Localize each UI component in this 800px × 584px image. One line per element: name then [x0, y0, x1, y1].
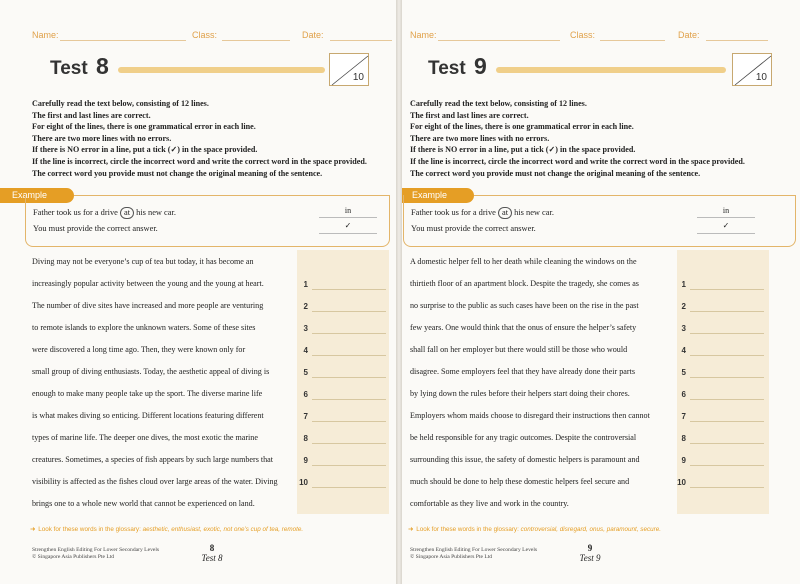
glossary-hint	[408, 526, 661, 533]
example-answer-line	[319, 233, 377, 234]
instruction-line: If there is NO error in a line, put a tick (✓) in the space provided.	[410, 145, 636, 155]
answer-field[interactable]	[690, 443, 764, 444]
answer-field[interactable]	[690, 377, 764, 378]
answer-field[interactable]	[312, 443, 386, 444]
line-number: 8	[681, 434, 686, 443]
text-line: comfortable as they live and work in the country.	[410, 499, 569, 508]
example-answer-correction: in	[344, 206, 352, 215]
line-number: 4	[681, 346, 686, 355]
text-line: were discovered a long time ago. Then, they were known only for	[32, 345, 246, 354]
instruction-line: There are two more lines with no errors.	[32, 133, 172, 143]
example-box	[25, 195, 390, 247]
text-line: Employers whom maids choose to disregard their instructions then cannot	[410, 411, 650, 420]
class-field[interactable]	[600, 40, 665, 41]
text-line: much should be done to help these domestic helpers feel secure and	[410, 477, 630, 486]
line-number: 5	[303, 368, 308, 377]
text-line: few years. One would think that the onus of ensure the helper’s safety	[410, 323, 637, 332]
answer-field[interactable]	[312, 421, 386, 422]
line-number: 6	[303, 390, 308, 399]
class-label: Class:	[192, 30, 218, 40]
page-number-block	[570, 543, 610, 563]
text-line: to remote islands to explore the unknown waters. Some of these sites	[32, 323, 256, 332]
example-tab: Example	[400, 188, 474, 203]
example-circled-word: at	[120, 207, 134, 219]
example-answer-line	[697, 233, 755, 234]
text-line: is what makes diving so enticing. Different locations featuring different	[32, 411, 264, 420]
line-number: 1	[681, 280, 686, 289]
instruction-line: Carefully read the text below, consisting of 12 lines.	[32, 99, 209, 108]
example-tab: Example	[0, 188, 74, 203]
answer-field[interactable]	[312, 465, 386, 466]
instruction-line: The first and last lines are correct.	[32, 110, 151, 120]
test-title	[420, 53, 780, 90]
example-text-before: Father took us for a drive	[411, 208, 496, 217]
test-number: 8	[96, 53, 109, 79]
glossary-hint	[30, 526, 303, 533]
name-field[interactable]	[438, 40, 560, 41]
score-box[interactable]	[329, 53, 369, 86]
answer-field[interactable]	[690, 289, 764, 290]
text-line: no surprise to the public as such cases have been on the rise in the past	[410, 301, 639, 310]
page-number: 8	[209, 543, 215, 553]
instruction-line: If the line is incorrect, circle the incorrect word and write the correct word in the space provided.	[410, 156, 745, 166]
answer-field[interactable]	[690, 487, 764, 488]
answer-field[interactable]	[312, 355, 386, 356]
right-page	[400, 0, 800, 584]
glossary-prefix: Look for these words in the glossary:	[38, 526, 141, 533]
example-text-before: Father took us for a drive	[33, 208, 118, 217]
example-divider	[474, 195, 796, 196]
instruction-line: There are two more lines with no errors.	[410, 133, 550, 143]
instruction-line: The correct word you provide must not change the original meaning of the sentence.	[410, 168, 701, 178]
example-text-after: his new car.	[514, 208, 554, 217]
text-line: visibility is affected as the fishes cloud over large areas of the water. Diving	[32, 477, 278, 486]
test-title	[42, 53, 377, 90]
example-note: You must provide the correct answer.	[33, 224, 158, 233]
instructions	[32, 98, 367, 179]
date-field[interactable]	[706, 40, 768, 41]
glossary-words: controversial, disregard, onus, paramount, secure.	[520, 526, 661, 533]
answer-field[interactable]	[312, 487, 386, 488]
title-decoration-bar	[496, 67, 726, 73]
line-number: 9	[681, 456, 686, 465]
score-max: 10	[352, 72, 364, 83]
text-line: disagree. Some employers feel that they have already done their parts	[410, 367, 635, 376]
score-slash-icon	[330, 54, 370, 87]
line-number: 4	[303, 346, 308, 355]
line-number: 7	[303, 412, 308, 421]
example-answer-line	[697, 217, 755, 218]
line-number: 9	[303, 456, 308, 465]
footer-publisher: © Singapore Asia Publishers Pte Ltd	[410, 554, 493, 560]
score-max: 10	[755, 72, 767, 83]
footer-credits	[410, 547, 537, 561]
text-line: thirtieth floor of an apartment block. Despite the tragedy, she comes as	[410, 279, 639, 288]
line-number: 10	[299, 478, 308, 487]
instruction-line: If the line is incorrect, circle the incorrect word and write the correct word in the space provided.	[32, 156, 367, 166]
test-title-word: Test	[50, 58, 88, 79]
glossary-words: aesthetic, enthusiast, exotic, not one’s cup of tea, remote.	[142, 526, 304, 533]
example-answer-line	[319, 217, 377, 218]
book-gutter	[396, 0, 402, 584]
score-box[interactable]	[732, 53, 772, 86]
instruction-line: If there is NO error in a line, put a tick (✓) in the space provided.	[32, 145, 258, 155]
answer-field[interactable]	[312, 333, 386, 334]
text-line: Diving may not be everyone’s cup of tea but today, it has become an	[32, 257, 254, 266]
instruction-line: The correct word you provide must not change the original meaning of the sentence.	[32, 168, 323, 178]
line-number: 3	[303, 324, 308, 333]
line-number: 1	[303, 280, 308, 289]
text-line: increasingly popular activity between the young and the young at heart.	[32, 279, 264, 288]
score-slash-icon	[733, 54, 773, 87]
line-number: 3	[681, 324, 686, 333]
text-line: A domestic helper fell to her death while cleaning the windows on the	[410, 257, 637, 266]
text-line: small group of diving enthusiasts. Today, the aesthetic appeal of diving is	[32, 367, 270, 376]
footer-publisher: © Singapore Asia Publishers Pte Ltd	[32, 554, 115, 560]
answer-field[interactable]	[690, 355, 764, 356]
text-line: shall fall on her employer but there would still be those who would	[410, 345, 628, 354]
test-title-word: Test	[428, 58, 466, 79]
answer-field[interactable]	[312, 377, 386, 378]
student-info-header	[400, 30, 800, 44]
answer-field[interactable]	[690, 311, 764, 312]
instruction-line: The first and last lines are correct.	[410, 110, 529, 120]
example-divider	[74, 195, 390, 196]
instruction-line: For eight of the lines, there is one grammatical error in each line.	[410, 122, 634, 132]
example-note: You must provide the correct answer.	[411, 224, 536, 233]
example-answer-tick: ✓	[722, 221, 730, 230]
instruction-line: For eight of the lines, there is one grammatical error in each line.	[32, 122, 256, 132]
class-field[interactable]	[222, 40, 290, 41]
text-line: creatures. Sometimes, a species of fish appears by such large numbers that	[32, 455, 274, 464]
example-answer-correction: in	[722, 206, 730, 215]
page-number-block	[192, 543, 232, 563]
example-circled-word: at	[498, 207, 512, 219]
name-field[interactable]	[60, 40, 186, 41]
date-label: Date:	[678, 30, 700, 40]
footer-book-title: Strengthen English Editing For Lower Secondary Levels	[410, 547, 538, 553]
answer-field[interactable]	[312, 289, 386, 290]
instructions	[410, 98, 745, 179]
answer-field[interactable]	[690, 465, 764, 466]
example-text-after: his new car.	[136, 208, 176, 217]
answer-field[interactable]	[312, 399, 386, 400]
glossary-prefix: Look for these words in the glossary:	[416, 526, 519, 533]
page-test-label: Test 8	[201, 553, 223, 563]
text-line: be held responsible for any tragic outcomes. Despite the controversial	[410, 433, 637, 442]
footer-credits	[32, 547, 159, 561]
page-number: 9	[587, 543, 593, 553]
answer-field[interactable]	[690, 333, 764, 334]
class-label: Class:	[570, 30, 596, 40]
line-number: 8	[303, 434, 308, 443]
line-number: 2	[303, 302, 308, 311]
date-field[interactable]	[330, 40, 392, 41]
line-number: 7	[681, 412, 686, 421]
example-answer-tick: ✓	[344, 221, 352, 230]
line-number: 5	[681, 368, 686, 377]
answer-field[interactable]	[312, 311, 386, 312]
text-line: surrounding this issue, the safety of domestic helpers is paramount and	[410, 455, 640, 464]
footer-book-title: Strengthen English Editing For Lower Secondary Levels	[32, 547, 160, 553]
answer-field[interactable]	[690, 399, 764, 400]
page-test-label: Test 9	[579, 553, 601, 563]
answer-field[interactable]	[690, 421, 764, 422]
student-info-header	[0, 30, 397, 44]
line-number: 10	[677, 478, 686, 487]
date-label: Date:	[302, 30, 324, 40]
name-label: Name:	[32, 30, 59, 40]
example-sentence	[411, 207, 554, 219]
test-number: 9	[474, 53, 487, 79]
text-line: brings one to a whole new world that cannot be experienced on land.	[32, 499, 255, 508]
example-sentence	[33, 207, 176, 219]
instruction-line: Carefully read the text below, consisting of 12 lines.	[410, 99, 587, 108]
text-line: types of marine life. The deeper one dives, the most exotic the marine	[32, 433, 258, 442]
text-line: enough to make many people take up the sport. The diverse marine life	[32, 389, 263, 398]
name-label: Name:	[410, 30, 437, 40]
arrow-right-icon: ➜	[30, 526, 36, 533]
text-line: by lying down the rules before their helpers start doing their chores.	[410, 389, 630, 398]
left-page	[0, 0, 398, 584]
text-line: The number of dive sites have increased and more people are venturing	[32, 301, 264, 310]
arrow-right-icon: ➜	[408, 526, 414, 533]
line-number: 2	[681, 302, 686, 311]
title-decoration-bar	[118, 67, 325, 73]
example-box	[403, 195, 796, 247]
line-number: 6	[681, 390, 686, 399]
